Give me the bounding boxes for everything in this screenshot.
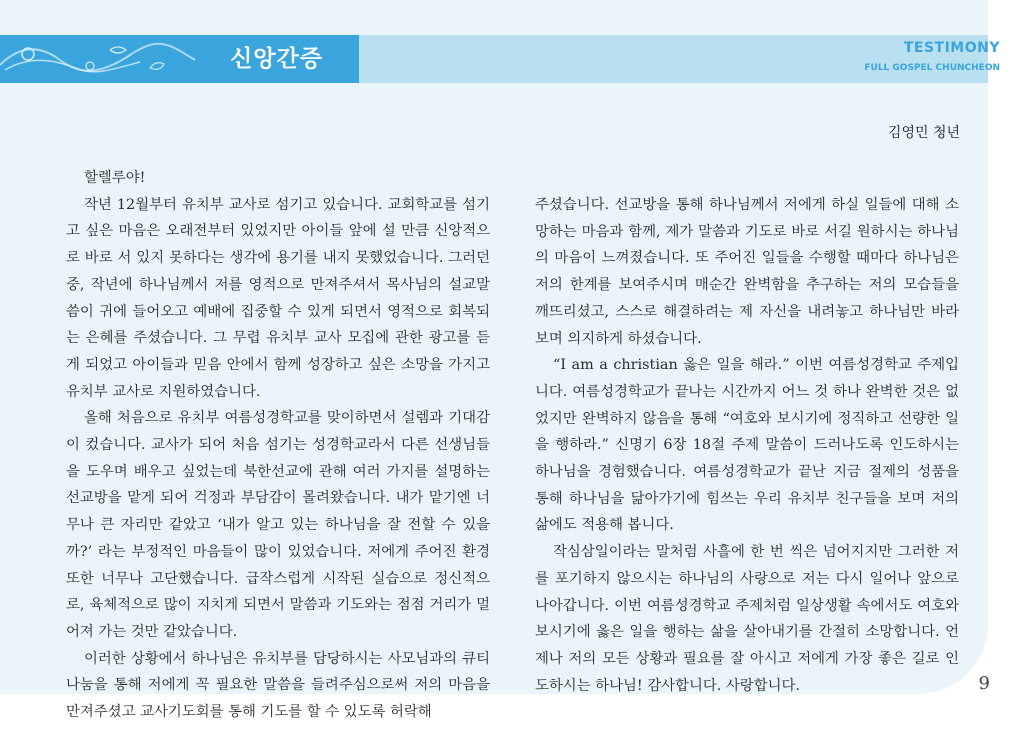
paragraph: “I am a christian 옳은 일을 해라.” 이번 여름성경학교 주제입니다. 여름성경학교가 끝나는 시간까지 어느 것 하나 완벽한 것은 없었지만 완벽하지 않음을 통해 “여호와 보시기에 정직하고 선량한 일을 행하라.” 신명기 6장 18절 주제 말씀이 드러나도록 인도하시는 하나님을 경험했습니다. 여름성경학교가 끝난 지금 절제의 성품을 통해 하나님을 닮아가기에 힘쓰는 우리 유치부 친구들을 보며 저의 삶에도 적용해 봅니다. [535, 357, 959, 534]
right-column [535, 192, 959, 699]
page-number: 9 [978, 673, 990, 694]
section-title: TESTIMONY [903, 40, 1000, 56]
author-name: 김영민 청년 [887, 125, 960, 141]
paragraph: 작심삼일이라는 말처럼 사흘에 한 번 씩은 넘어지지만 그러한 저를 포기하지 않으시는 하나님의 사랑으로 저는 다시 일어나 앞으로 나아갑니다. 이번 여름성경학교 주제처럼 일상생활 속에서도 여호와 보시기에 옳은 일을 행하는 삶을 살아내기를 간절히 소망합니다. 언제나 저의 모든 상황과 필요를 잘 아시고 저에게 가장 좋은 길로 인도하시는 하나님! 감사합니다. 사랑합니다. [535, 544, 959, 694]
paragraph: 작년 12월부터 유치부 교사로 섬기고 있습니다. 교회학교를 섬기고 싶은 마음은 오래전부터 있었지만 아이들 앞에 설 만큼 신앙적으로 바로 서 있지 못하다는 생각에 용기를 내지 못했었습니다. 그러던 중, 작년에 하나님께서 저를 영적으로 만져주셔서 목사님의 설교말씀이 귀에 들어오고 예배에 집중할 수 있게 되면서 영적으로 회복되는 은혜를 주셨습니다. 그 무렵 유치부 교사 모집에 관한 광고를 듣게 되었고 아이들과 믿음 안에서 함께 성장하고 싶은 소망을 가지고 유치부 교사로 지원하였습니다. [66, 196, 490, 400]
paragraph: 올해 처음으로 유치부 여름성경학교를 맞이하면서 설렘과 기대감이 컸습니다. 교사가 되어 처음 섬기는 성경학교라서 다른 선생님들을 도우며 배우고 싶었는데 북한선교에 관해 여러 가지를 설명하는 선교방을 맡게 되어 걱정과 부담감이 몰려왔습니다. 내가 맡기엔 너무나 큰 자리만 같았고 ‘내가 알고 있는 하나님을 잘 전할 수 있을까?’ 라는 부정적인 마음들이 많이 있었습니다. 저에게 주어진 환경 또한 너무나 고단했습니다. 급작스럽게 시작된 실습으로 정신적으로, 육체적으로 많이 지치게 되면서 말씀과 기도와는 점점 거리가 멀어져 가는 것만 같았습니다. [66, 410, 490, 640]
section-label [864, 40, 1000, 73]
section-subtitle: FULL GOSPEL CHUNCHEON [864, 63, 1000, 73]
paragraph: 이러한 상황에서 하나님은 유치부를 담당하시는 사모님과의 큐티나눔을 통해 저에게 꼭 필요한 말씀을 들려주심으로써 저의 마음을 만져주셨고 교사기도회를 통해 기도를 할 수 있도록 허락해 [66, 650, 490, 721]
paragraph: 주셨습니다. 선교방을 통해 하나님께서 저에게 하실 일들에 대해 소망하는 마음과 함께, 제가 말씀과 기도로 바로 서길 원하시는 하나님의 마음이 느껴졌습니다. 또 주어진 일들을 수행할 때마다 하나님은 저의 한계를 보여주시며 매순간 완벽함을 추구하는 저의 모습들을 깨뜨리셨고, 스스로 해결하려는 제 자신을 내려놓고 하나님만 바라보며 의지하게 하셨습니다. [535, 197, 959, 347]
ornament-decoration [0, 40, 200, 80]
left-column [66, 165, 490, 726]
paragraph: 할렐루야! [84, 170, 146, 186]
page-title: 신앙간증 [230, 46, 323, 72]
